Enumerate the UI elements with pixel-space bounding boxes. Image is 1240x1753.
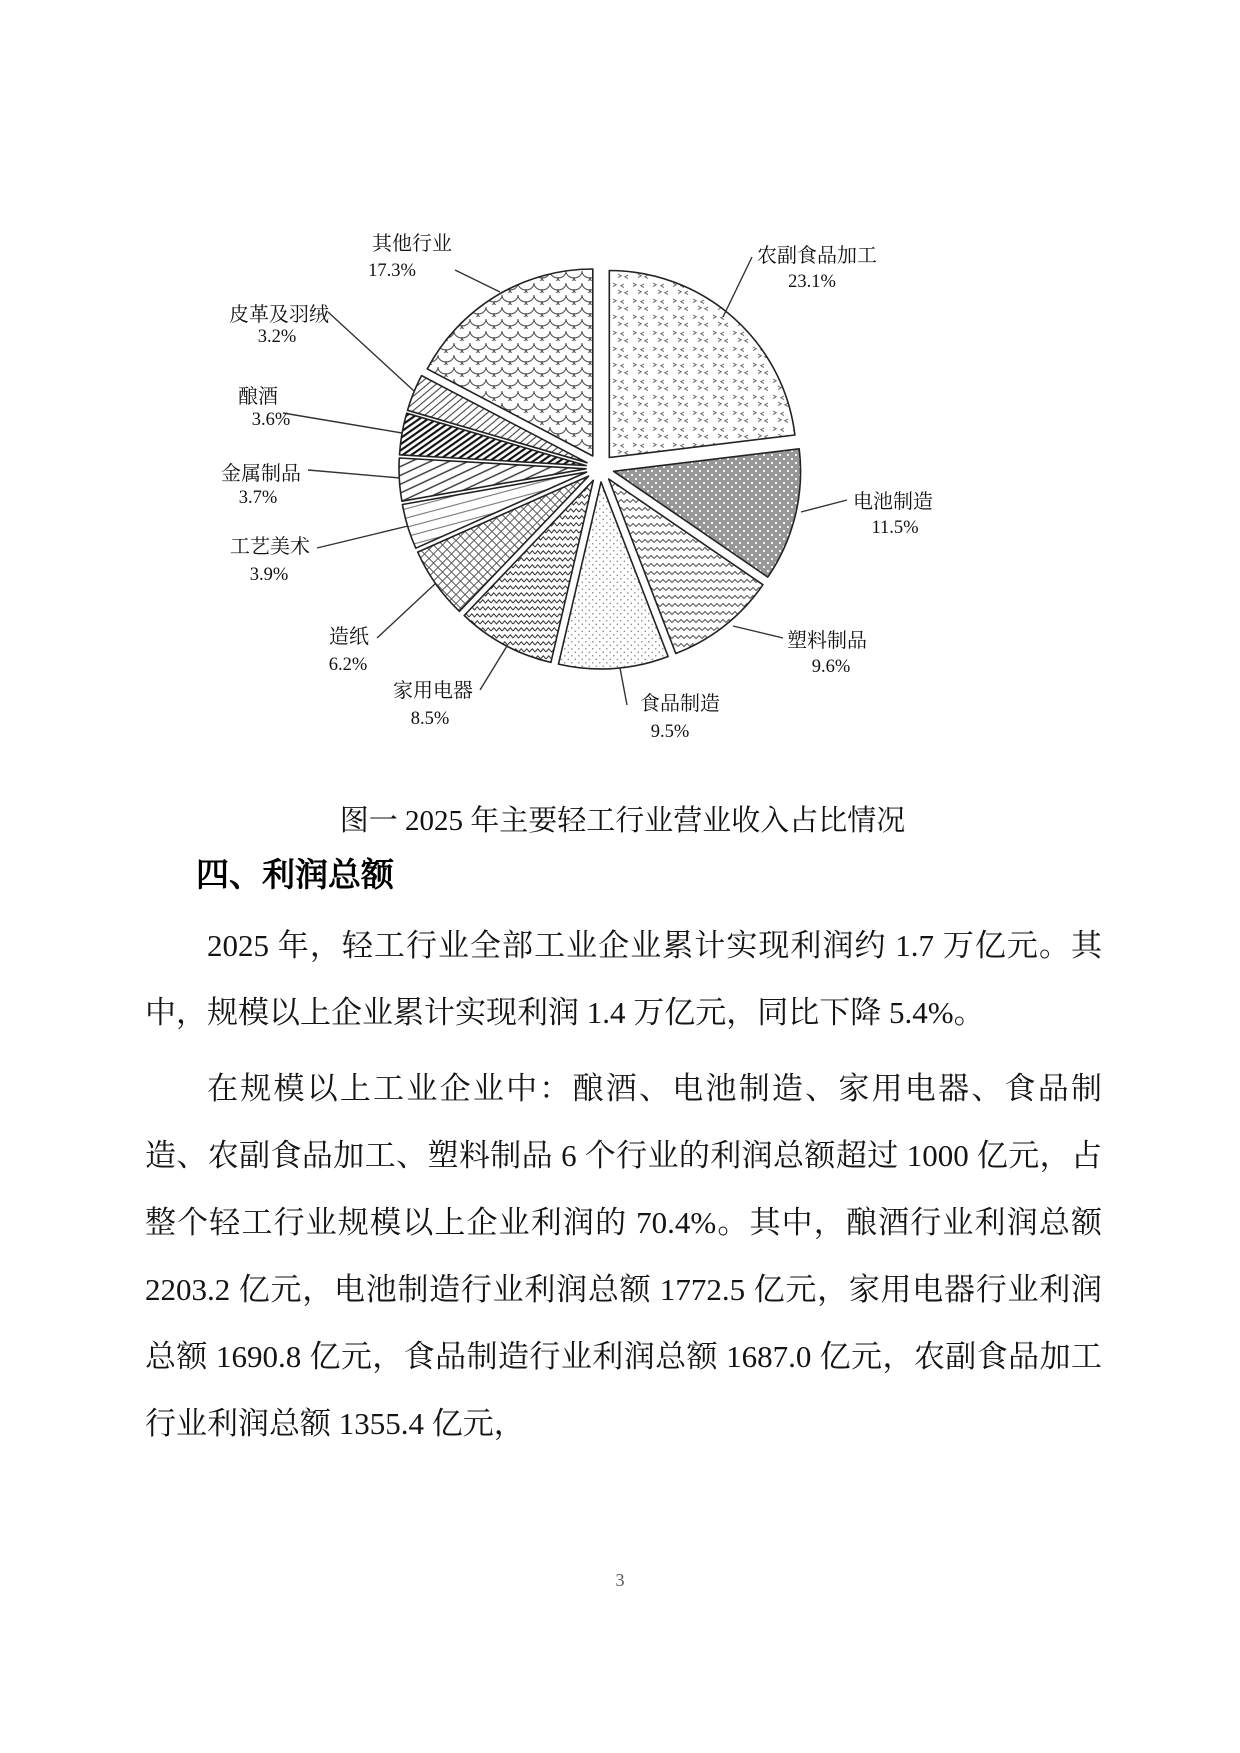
pie-chart-svg	[150, 185, 1000, 760]
leader-line-其他行业	[455, 270, 500, 292]
slice-pct-造纸: 6.2%	[328, 655, 368, 675]
slice-label-家用电器: 家用电器	[393, 680, 473, 702]
figure-caption: 图一 2025 年主要轻工行业营业收入占比情况	[339, 805, 906, 837]
page-number: 3	[615, 1570, 625, 1590]
leader-line-食品制造	[620, 668, 627, 705]
slice-label-农副食品加工: 农副食品加工	[757, 245, 877, 267]
slice-label-皮革及羽绒: 皮革及羽绒	[229, 304, 329, 326]
slice-pct-农副食品加工: 23.1%	[788, 272, 836, 292]
section-heading: 四、利润总额	[196, 856, 394, 893]
leader-line-农副食品加工	[723, 257, 752, 317]
slice-label-塑料制品: 塑料制品	[787, 630, 867, 652]
leader-line-造纸	[377, 583, 436, 638]
leader-line-皮革及羽绒	[328, 312, 414, 391]
leader-line-金属制品	[308, 470, 400, 478]
paragraph-profit-breakdown: 在规模以上工业企业中：酿酒、电池制造、家用电器、食品制造、农副食品加工、塑料制品 6 个行业的利润总额超过 1000 亿元，占整个轻工行业规模以上企业利润的 70.4%。其中，酿酒行业利润总额 2203.2 亿元，电池制造行业利润总额 1772.5 亿元，家用电器行业利润总额 1690.8 亿元，食品制造行业利润总额 1687.0 亿元，农副食品加工行业利润总额 1355.4 亿元，	[145, 1071, 1102, 1441]
leader-line-酿酒	[283, 413, 402, 433]
slice-label-食品制造: 食品制造	[640, 693, 720, 715]
slice-label-造纸: 造纸	[329, 626, 369, 648]
leader-line-电池制造	[801, 500, 847, 512]
paragraph-profit-total: 2025 年，轻工行业全部工业企业累计实现利润约 1.7 万亿元。其中，规模以上企业累计实现利润 1.4 万亿元，同比下降 5.4%。	[145, 928, 1102, 1030]
slice-label-其他行业: 其他行业	[372, 233, 452, 255]
leader-line-家用电器	[480, 646, 507, 690]
slice-pct-家用电器: 8.5%	[410, 709, 450, 729]
slice-label-电池制造: 电池制造	[853, 491, 933, 513]
slice-pct-其他行业: 17.3%	[368, 261, 416, 281]
leader-line-工艺美术	[317, 526, 408, 548]
slice-pct-塑料制品: 9.6%	[811, 657, 851, 677]
pie-slice-农副食品加工	[609, 271, 795, 458]
body-text	[145, 912, 1102, 1466]
slice-label-金属制品: 金属制品	[221, 463, 301, 485]
slice-pct-电池制造: 11.5%	[871, 518, 919, 538]
figure-pie-chart	[150, 185, 1000, 760]
slice-pct-金属制品: 3.7%	[238, 488, 278, 508]
slice-pct-酿酒: 3.6%	[251, 410, 291, 430]
leader-line-塑料制品	[733, 626, 783, 638]
slice-pct-工艺美术: 3.9%	[249, 565, 289, 585]
slice-label-工艺美术: 工艺美术	[230, 536, 310, 558]
slice-label-酿酒: 酿酒	[238, 386, 278, 408]
slice-pct-食品制造: 9.5%	[650, 722, 690, 742]
slice-pct-皮革及羽绒: 3.2%	[257, 327, 297, 347]
